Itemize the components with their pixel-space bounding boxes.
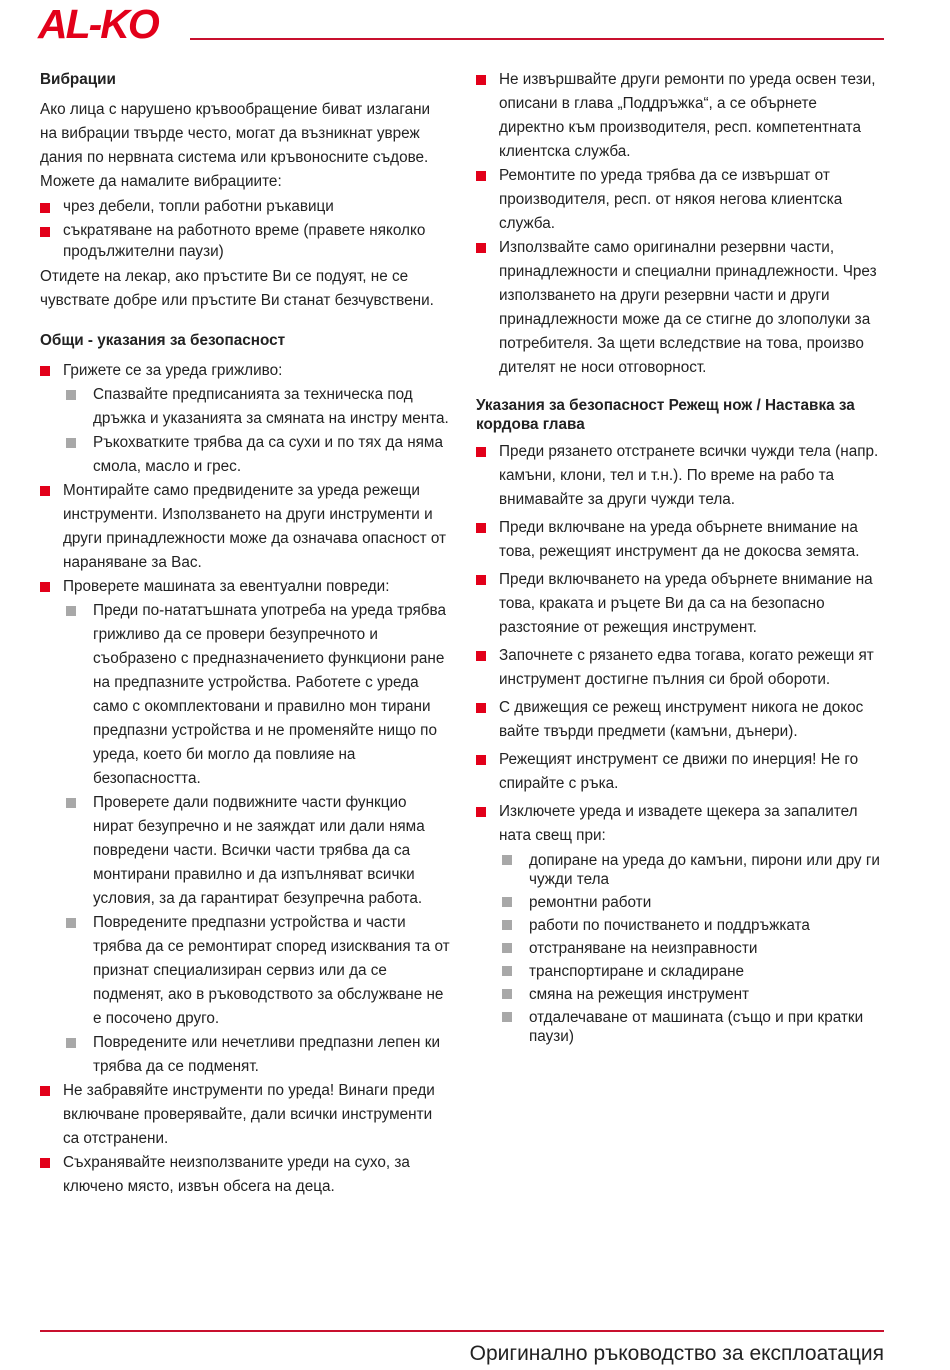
sublist-item: ремонтни работи [499, 893, 886, 912]
list-item: Започнете с рязането едва тогава, когато режещи ят инструмент достигне пълния си брой обороти. [476, 644, 886, 692]
cutting-safety-list [476, 440, 886, 1046]
vibration-text: Ако лица с нарушено кръвообращение биват излагани на вибрации твърде често, могат да възникнат увреж дания по нервната система или кръвоносните съдове. [40, 101, 431, 166]
sublist-item: отстраняване на неизправности [499, 939, 886, 958]
repair-list [476, 68, 886, 380]
alko-logo: AL-KO [38, 0, 158, 47]
list-item: Преди включване на уреда обърнете внимание на това, режещият инструмент да не докосва земята. [476, 516, 886, 564]
list-item [40, 359, 450, 479]
sublist [63, 599, 450, 1079]
sublist-item: Повредените или нечетливи предпазни лепен ки трябва да се подменят. [63, 1031, 450, 1079]
left-column [40, 68, 450, 1199]
list-item: Не забравяйте инструменти по уреда! Винаги преди включване проверявайте, дали всички инструменти са отстранени. [40, 1079, 450, 1151]
list-item: Режещият инструмент се движи по инерция! Не го спирайте с ръка. [476, 748, 886, 796]
list-item-text: Изключете уреда и извадете щекера за запалител ната свещ при: [499, 803, 858, 844]
sublist-item: смяна на режещия инструмент [499, 985, 886, 1004]
list-item: съкратяване на работното време (правете няколко продължителни паузи) [40, 220, 450, 262]
sublist-item: отдалечаване от машината (също и при кратки паузи) [499, 1008, 886, 1046]
list-item: чрез дебели, топли работни ръкавици [40, 196, 450, 217]
sublist-item: допиране на уреда до камъни, пирони или дру ги чужди тела [499, 851, 886, 889]
list-item: Монтирайте само предвидените за уреда режещи инструменти. Използването на други инструменти и други принадлежности може да означава опасност от нараняване за Вас. [40, 479, 450, 575]
vibration-list [40, 196, 450, 262]
list-item [40, 575, 450, 1079]
sublist [63, 383, 450, 479]
vibration-heading: Вибрации [40, 71, 116, 88]
list-item: Не извършвайте други ремонти по уреда освен тези, описани в глава „Поддръжка“, а се обърнете директно към производителя, респ. компетентната клиентска служба. [476, 68, 886, 164]
list-item [476, 800, 886, 1046]
sublist-item: Спазвайте предписанията за техническа под дръжка и указанията за смяната на инстру мента. [63, 383, 450, 431]
cutting-safety-heading: Указания за безопасност Режещ нож / Наставка за кордова глава [476, 397, 855, 433]
general-safety-list [40, 359, 450, 1199]
sublist-item: Преди по-нататъшната употреба на уреда трябва грижливо да се провери безупречното и съобразено с предназначението функциони ране на предпазните устройства. Работете с уреда само с окомплектовани и правилно мон тирани предпазни устройства и не променяйте нищо по уреда, което би могло да повлияе на безопасността. [63, 599, 450, 791]
right-column [476, 68, 886, 1050]
vibration-reduce-text: Можете да намалите вибрациите: [40, 173, 282, 190]
sublist-item: Ръкохватките трябва да са сухи и по тях да няма смола, масло и грес. [63, 431, 450, 479]
header-rule [190, 38, 884, 40]
list-item: Използвайте само оригинални резервни части, принадлежности и специални принадлежности. Чрез използването на други резервни части и други принадлежности може да се стигне до злополуки за потребителя. За щети вследствие на това, произво дителят не носи отговорност. [476, 236, 886, 380]
sublist-item: Повредените предпазни устройства и части трябва да се ремонтират според изисквания та от признат специализиран сервиз или да се подменят, ако в ръководството за обслужване не е посочено друго. [63, 911, 450, 1031]
list-item: Ремонтите по уреда трябва да се извършат от производителя, респ. от някоя негова клиентска служба. [476, 164, 886, 236]
sublist [499, 851, 886, 1046]
doctor-text: Отидете на лекар, ако пръстите Ви се подуят, не се чувствате добре или пръстите Ви станат безчувствени. [40, 268, 434, 309]
list-item: Преди включването на уреда обърнете внимание на това, краката и ръцете Ви да са на безопасно разстояние от режещия инструмент. [476, 568, 886, 640]
list-item-text: Проверете машината за евентуални повреди: [63, 578, 390, 595]
sublist-item: Проверете дали подвижните части функцио нират безупречно и не заяждат или дали няма повредени части. Всички части трябва да са монтирани правилно и да изпълняват всички условия, за да гарантират безупречна работа. [63, 791, 450, 911]
list-item: С движещия се режещ инструмент никога не докос вайте твърди предмети (камъни, дънери). [476, 696, 886, 744]
list-item: Съхранявайте неизползваните уреди на сухо, за ключено място, извън обсега на деца. [40, 1151, 450, 1199]
sublist-item: работи по почистването и поддръжката [499, 916, 886, 935]
sublist-item: транспортиране и складиране [499, 962, 886, 981]
footer-rule [40, 1330, 884, 1332]
list-item-text: Грижете се за уреда грижливо: [63, 362, 283, 379]
list-item: Преди рязането отстранете всички чужди тела (напр. камъни, клони, тел и т.н.). По време на рабо та внимавайте за други чужди тела. [476, 440, 886, 512]
general-safety-heading: Общи - указания за безопасност [40, 332, 286, 349]
footer-title: Оригинално ръководство за експлоатация [469, 1342, 884, 1365]
